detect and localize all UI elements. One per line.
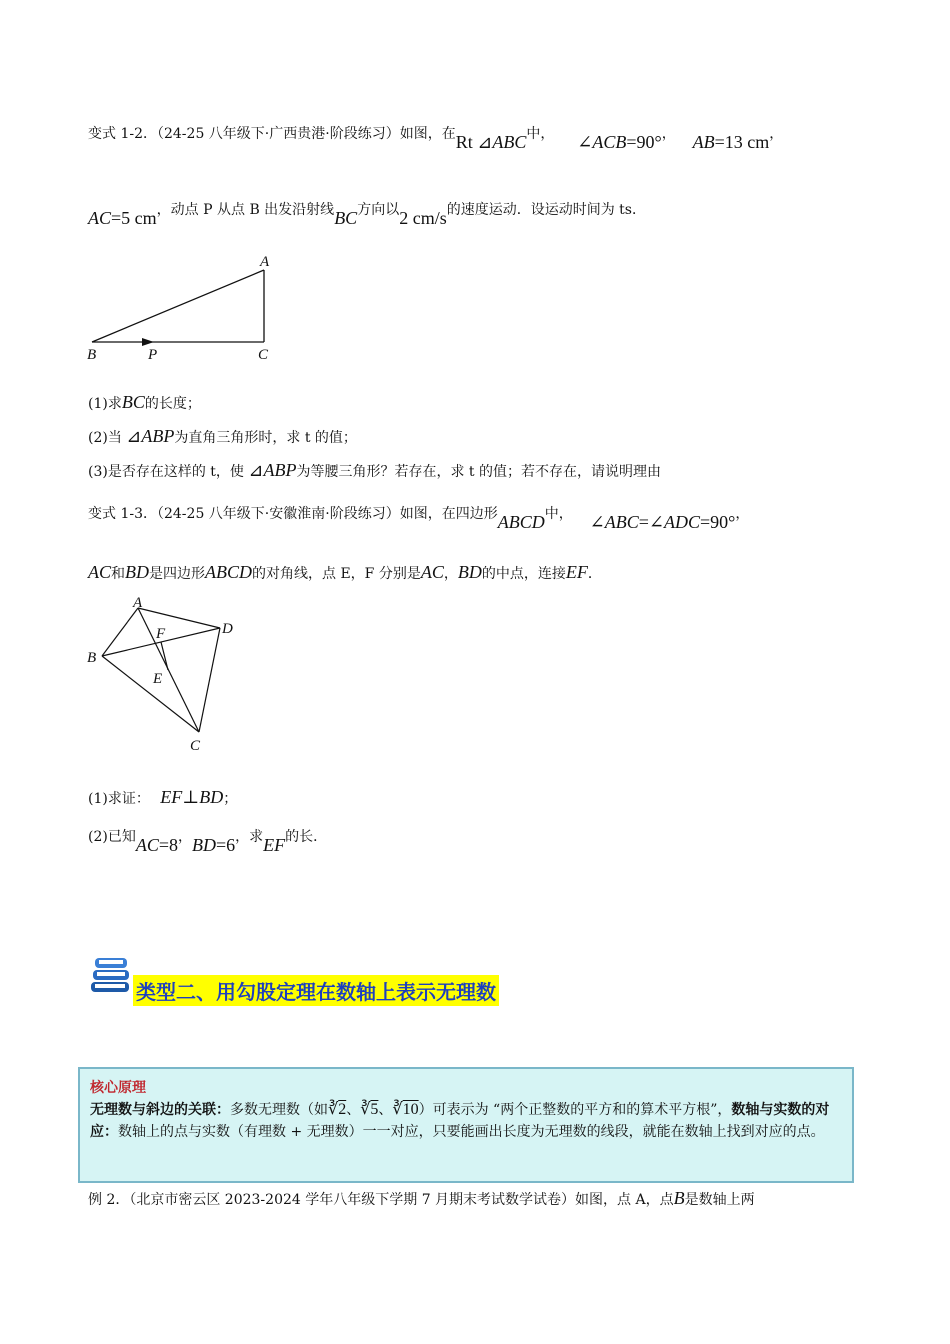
q13-line1: 变式 1-3．（24-25 八年级下·安徽淮南·阶段练习）如图，在四边形ABCD中， ∠ABC=∠ADC=90°， — [88, 506, 750, 532]
p-arrow-icon — [142, 338, 154, 346]
label-c: C — [190, 738, 201, 754]
books-icon — [88, 954, 134, 996]
section-title: 类型二、用勾股定理在数轴上表示无理数 — [133, 975, 499, 1006]
label-b: B — [87, 347, 97, 363]
label-p: P — [148, 347, 158, 363]
label-d: D — [222, 621, 233, 637]
q12-sub1: (1)求BC的长度； — [88, 392, 201, 412]
label-e: E — [153, 671, 163, 687]
label-a: A — [133, 595, 143, 611]
q12-line2: AC=5 cm，动点 P 从点 B 出发沿射线BC方向以2 cm/s的速度运动．设运动时间为 ts． — [88, 202, 646, 228]
label-b: B — [87, 650, 97, 666]
q13-sub2: (2)已知AC=8，BD=6，求EF的长． — [88, 829, 328, 855]
q13-sub1: (1)求证： EF⊥BD； — [88, 787, 238, 807]
label-a: A — [260, 254, 270, 270]
box-heading: 核心原理 — [90, 1080, 146, 1096]
label-c: C — [258, 347, 269, 363]
q12-sub2: (2)当 ⊿ABP为直角三角形时，求 t 的值； — [88, 426, 357, 446]
q13-quadrilateral-figure — [82, 592, 252, 757]
label-f: F — [156, 626, 166, 642]
example2-line: 例 2．（北京市密云区 2023-2024 学年八年级下学期 7 月期末考试数学试卷）如图，点 A，点B是数轴上两 — [88, 1188, 755, 1208]
q12-sub3: (3)是否存在这样的 t，使 ⊿ABP为等腰三角形？若存在，求 t 的值；若不存在，请说明理由 — [88, 460, 661, 480]
q12-line1: 变式 1-2．（24-25 八年级下·广西贵港·阶段练习）如图，在Rt ⊿ABC中， ∠ACB=90°， AB=13 cm， — [88, 126, 784, 152]
core-principle-box — [78, 1067, 854, 1183]
box-body: 无理数与斜边的关联：多数无理数（如∛2、∛5、∛10）可表示为 “两个正整数的平方和的算术平方根”，数轴与实数的对应：数轴上的点与实数（有理数 + 无理数）一一对应，只要能画出长度为无理数的线段，就能在数轴上找到对应的点。 — [90, 1101, 830, 1140]
q13-line2: AC和BD是四边形ABCD的对角线，点 E，F 分别是AC，BD的中点，连接EF． — [88, 562, 602, 582]
q12-triangle-figure — [84, 250, 284, 365]
